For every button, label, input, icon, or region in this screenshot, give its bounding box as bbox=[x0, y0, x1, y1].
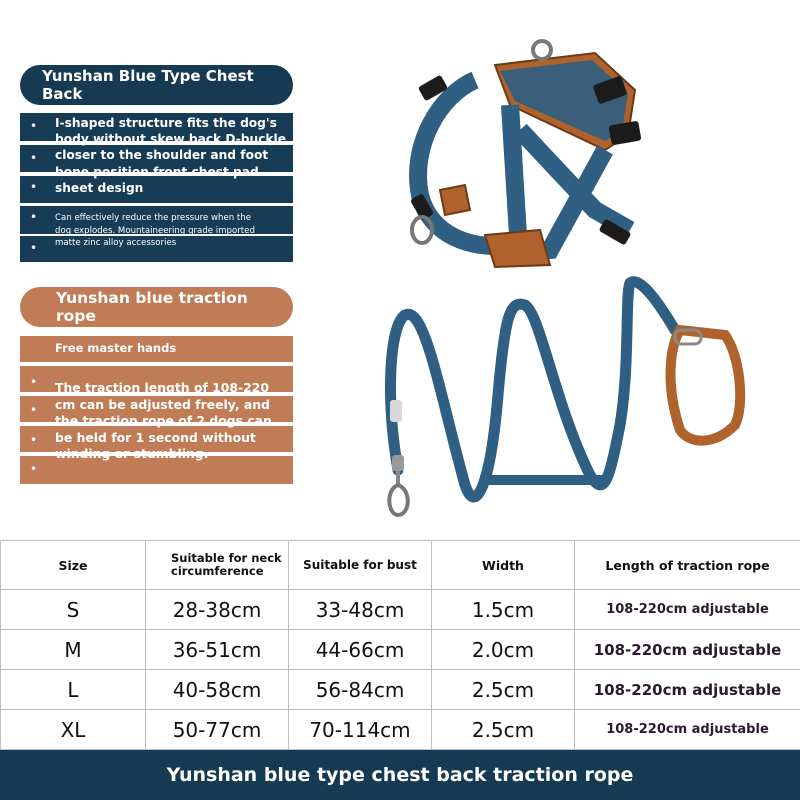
harness-image bbox=[400, 35, 660, 275]
bullet-icon: • bbox=[30, 462, 38, 476]
cell-neck: 50-77cm bbox=[146, 710, 289, 750]
cell-size: L bbox=[1, 670, 146, 710]
cell-neck: 28-38cm bbox=[146, 590, 289, 630]
header-size: Size bbox=[1, 541, 146, 590]
cell-size: M bbox=[1, 630, 146, 670]
table-row bbox=[1, 670, 800, 710]
cell-neck: 36-51cm bbox=[146, 630, 289, 670]
bullet-icon: • bbox=[30, 403, 38, 417]
cell-bust: 44-66cm bbox=[289, 630, 432, 670]
cell-rope-length: 108-220cm adjustable bbox=[575, 670, 800, 710]
chest-back-title: Yunshan Blue Type Chest Back bbox=[42, 67, 254, 103]
cell-size: XL bbox=[1, 710, 146, 750]
bullet-icon: • bbox=[30, 241, 38, 255]
bullet-icon: • bbox=[30, 180, 38, 194]
size-table bbox=[0, 540, 800, 750]
cell-bust: 70-114cm bbox=[289, 710, 432, 750]
header-width: Width bbox=[432, 541, 575, 590]
cell-neck: 40-58cm bbox=[146, 670, 289, 710]
header-neck: Suitable for neck circumference bbox=[146, 541, 289, 590]
header-bust: Suitable for bust bbox=[289, 541, 432, 590]
cell-bust: 33-48cm bbox=[289, 590, 432, 630]
table-row bbox=[1, 590, 800, 630]
cell-width: 2.5cm bbox=[432, 670, 575, 710]
header-rope-length: Length of traction rope bbox=[575, 541, 800, 590]
cell-rope-length: 108-220cm adjustable bbox=[575, 590, 800, 630]
cell-rope-length: 108-220cm adjustable bbox=[575, 630, 800, 670]
cell-rope-length: 108-220cm adjustable bbox=[575, 710, 800, 750]
table-row bbox=[1, 630, 800, 670]
traction-rope-title-pill bbox=[20, 287, 293, 327]
traction-rope-title: Yunshan blue traction rope bbox=[56, 289, 248, 325]
bullet-icon: • bbox=[30, 151, 38, 165]
chest-back-feature-1: I-shaped structure fits the dog's body without skew back D-buckle closer to the shoulder and foot bone position front chest pad sheet design bbox=[55, 116, 286, 195]
cell-bust: 56-84cm bbox=[289, 670, 432, 710]
traction-rope-feature-1: Free master hands bbox=[55, 341, 177, 355]
cell-width: 1.5cm bbox=[432, 590, 575, 630]
bullet-icon: • bbox=[30, 119, 38, 133]
traction-rope-feature-2: The traction length of 108-220 cm can be adjusted freely, and the traction rope of 2 dogs can be held for 1 second without winding or stumbling. bbox=[55, 380, 272, 461]
footer-text: Yunshan blue type chest back traction rope bbox=[166, 764, 634, 786]
bullet-icon: • bbox=[30, 433, 38, 447]
footer-banner bbox=[0, 750, 800, 800]
leash-image bbox=[380, 275, 760, 520]
cell-size: S bbox=[1, 590, 146, 630]
table-row bbox=[1, 710, 800, 750]
bullet-icon: • bbox=[30, 375, 38, 389]
chest-back-feature-2: Can effectively reduce the pressure when the dog explodes. Mountaineering grade imported matte zinc alloy accessories bbox=[55, 213, 255, 248]
bullet-icon: • bbox=[30, 210, 38, 224]
cell-width: 2.5cm bbox=[432, 710, 575, 750]
chest-back-title-pill bbox=[20, 65, 293, 105]
table-header-row bbox=[1, 541, 800, 590]
cell-width: 2.0cm bbox=[432, 630, 575, 670]
